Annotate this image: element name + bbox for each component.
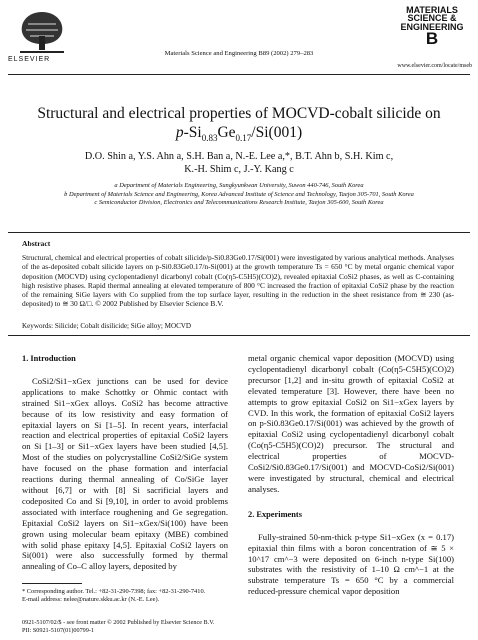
journal-logo-line3: ENGINEERING: [400, 21, 464, 32]
authors-line-1: D.O. Shin a, Y.S. Ahn a, S.H. Ban a, N.-E. Lee a,*, B.T. Ahn b, S.H. Kim c,: [84, 151, 394, 162]
continued-paragraph: metal organic chemical vapor deposition (MOCVD) using cyclopentadienyl dicarbonyl cobalt (Co(η5-C5H5)(CO)2) precursor [1,2] and in-situ growth of epitaxial CoSi2 at elevated temperature [3]. However, there have been no attempts to grow epitaxial CoSi2 on Si1−xGex layers by CVD. In this work, the formation of epitaxial CoSi2 layers on p-Si0.83Ge0.17/Si(001) was achieved by the growth of epitaxial CoSi2 using cyclopentadienyl dicarbonyl cobalt (Co(η5-C5H5)(CO)2) precursor. The structural and electrical properties of MOCVD-CoSi2/Si0.83Ge0.17/Si(001) and MOCVD-CoSi2/Si(001) were investigated by structural, chemical and electrical analyses.: [248, 353, 454, 494]
abstract-heading: Abstract: [22, 239, 51, 248]
abstract-bottom-rule: [8, 335, 470, 336]
footer-pii: PII: S0921-5107(01)00799-1: [22, 627, 95, 634]
title-line-1: Structural and electrical properties of MOCVD-cobalt silicide on: [37, 105, 441, 122]
authors-line-2: K.-H. Shim c, J.-Y. Kang c: [184, 164, 294, 175]
header-rule: [8, 74, 470, 75]
section-heading-introduction: 1. Introduction: [22, 354, 76, 363]
author-list: [0, 150, 478, 176]
journal-logo-line1: MATERIALS: [406, 5, 458, 15]
experiments-paragraph: Fully-strained 50-nm-thick p-type Si1−xGex (x = 0.17) epitaxial thin films with a boron concentration of ≅ 5 × 10^17 cm^−3 were deposited on 6-inch n-type Si(100) substrates with the resistivity of 1–10 Ω cm^−1 at the substrate temperature Ts = 650 °C by a commercial reduced-pressure chemical vapor deposition: [248, 531, 454, 597]
journal-logo: [398, 6, 466, 52]
page-footer: [22, 619, 214, 635]
footnote-corresponding-author: * Corresponding author. Tel.: +82-31-290-7398; fax: +82-31-290-7410.: [22, 588, 206, 595]
footnote: [22, 588, 228, 604]
paper-title: [0, 104, 478, 148]
journal-logo-letter: B: [425, 29, 439, 49]
section-heading-experiments: 2. Experiments: [248, 509, 302, 519]
keywords: Keywords: Silicide; Cobalt disilicide; SiGe alloy; MOCVD: [22, 322, 192, 330]
journal-url[interactable]: www.elsevier.com/locate/mseb: [397, 63, 472, 69]
journal-logo-line2: SCIENCE &: [407, 13, 457, 24]
footer-copyright: 0921-5107/02/$ - see front matter © 2002 Published by Elsevier Science B.V.: [22, 619, 215, 626]
elsevier-tree-logo: [10, 6, 74, 54]
journal-citation: Materials Science and Engineering B89 (2002) 279–283: [164, 50, 314, 57]
affiliation-c: c Semiconductor Division, Electronics and Telecommunications Research Institute, Taejon 305-600, South Korea: [94, 199, 384, 207]
title-line-2: $p-Si_{0.83}Ge_{0.17}/Si(001)$: [175, 124, 303, 144]
right-column: [248, 353, 454, 597]
abstract-body: Structural, chemical and electrical properties of cobalt silicide/p-Si0.83Ge0.17/Si(001) were investigated by various analytical methods. Analyses of the as-deposited cobalt silicide layers on p-Si0.83Ge0.17/n-Si(001) at the growth temperature Ts = 650 °C by metal organic chemical vapor deposition (MOCVD) using cyclopentadienyl dicarbonyl cobalt (Co(η5-C5H5)(CO)2), revealed epitaxial CoSi2 phases, as well as C-containing high resistive phases. Rapid thermal annealing at elevated temperature of 800 °C increased the fraction of epitaxial CoSi2 phase by the reaction of the remaining SiGe layers with Co supplied from the top surface layer, resulting in the reduction in the sheet resistance from ≅ 230 (as-deposited) to ≅ 30 Ω/□. © 2002 Published by Elsevier Science B.V.: [22, 253, 454, 309]
introduction-paragraph: CoSi2/Si1−xGex junctions can be used for device applications to make Schottky or Ohmic contact with strained Si1−xGex alloys. CoSi2 has become attractive because of its low resistivity and easy formation of epitaxial layers on Si [1–5]. In recent years, interfacial reaction and electrical properties of epitaxial CoSi2 layers on Si [1–3] or Si1−xGex layers have been studied [4,5]. Most of the studies on polycrystalline CoSi2/SiGe system have focused on the phase formation and interfacial reactions during thermal annealing of Co/SiGe layer without [6,7] or with [8] Si sacrificial layers and codeposited Co and Si [9,10], in order to avoid problems associated with interface roughening and Ge segregation. Epitaxial CoSi2 layers on Si1−xGex/Si(100) have been grown using molecular beam epitaxy (MBE) combined with solid phase epitaxy [4,5]. Epitaxial CoSi2 layers on Si(001) were also successfully formed by thermal annealing of Co–C alloy layers, deposited by: [22, 375, 228, 572]
footnote-email[interactable]: E-mail address: nelee@nature.skku.ac.kr (N.-E. Lee).: [22, 596, 160, 604]
publisher-name: ELSEVIER: [8, 56, 51, 63]
affiliation-a: a Department of Materials Engineering, Sungkyunkwan University, Suwon 440-746, South Korea: [114, 182, 364, 189]
footnote-rule: [22, 583, 82, 584]
affiliations: [0, 182, 478, 208]
abstract-top-rule: [8, 232, 470, 233]
left-column: [22, 354, 228, 572]
affiliation-b: b Department of Materials Science and Engineering, Korea Advanced Institute of Science and Technology, Taejon 305-701, South Korea: [64, 190, 414, 198]
